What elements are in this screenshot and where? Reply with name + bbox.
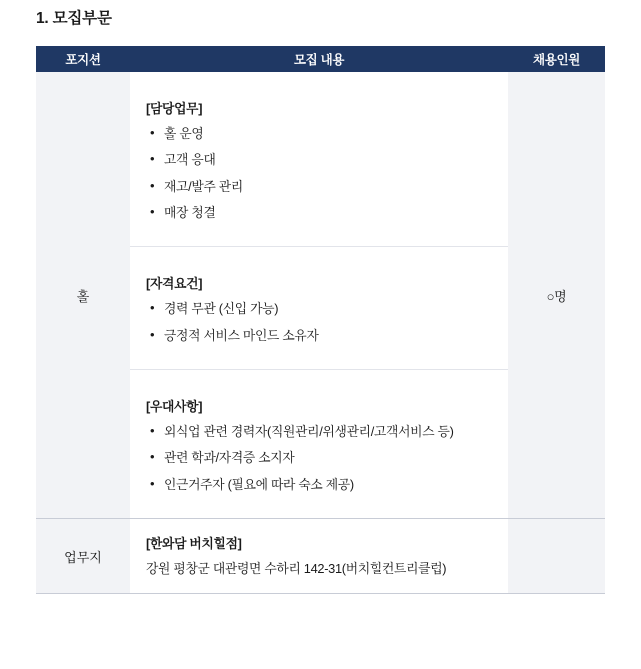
block-title-duties: [담당업무] — [146, 101, 203, 116]
list-item: • 관련 학과/자격증 소지자 — [146, 450, 492, 465]
list-item: • 외식업 관련 경력자(직원관리/위생관리/고객서비스 등) — [146, 424, 492, 439]
list-item: • 인근거주자 (필요에 따라 숙소 제공) — [146, 477, 492, 492]
column-header-position: 포지션 — [36, 46, 130, 72]
block-title-location: [한와담 버치힐점] — [146, 536, 242, 552]
table-header-row — [36, 46, 605, 72]
content-block-location — [130, 519, 508, 593]
cell-position-hall: 홀 — [36, 72, 130, 519]
cell-count-hall — [508, 72, 605, 519]
block-title-preferences: [우대사항] — [146, 399, 203, 415]
qualifications-list — [146, 301, 492, 343]
table-row — [36, 72, 605, 519]
location-address: 강원 평창군 대관령면 수하리 142-31(버치힐컨트리클럽) — [146, 561, 447, 577]
duties-list — [146, 126, 492, 220]
table-header — [36, 46, 605, 72]
table-row — [36, 519, 605, 594]
page-title: 1. 모집부문 — [36, 10, 112, 27]
list-item: • 긍정적 서비스 마인드 소유자 — [146, 328, 492, 343]
content-block-duties — [130, 72, 508, 247]
list-item: • 재고/발주 관리 — [146, 179, 492, 194]
content-block-qualifications — [130, 247, 508, 370]
block-title-qualifications: [자격요건] — [146, 276, 203, 292]
recruit-count-value: ○명 — [546, 288, 567, 304]
table-body — [36, 72, 605, 594]
column-header-count: 채용인원 — [508, 46, 605, 72]
list-item: • 매장 청결 — [146, 205, 492, 220]
content-block-preferences — [130, 370, 508, 518]
cell-content-hall — [130, 72, 508, 519]
list-item: • 고객 응대 — [146, 152, 492, 167]
cell-count-worksite — [508, 519, 605, 594]
list-item: • 홀 운영 — [146, 126, 492, 141]
cell-content-worksite — [130, 519, 508, 594]
preferences-list — [146, 424, 492, 492]
cell-position-worksite: 업무지 — [36, 519, 130, 594]
recruit-table-wrapper — [36, 46, 605, 594]
list-item: • 경력 무관 (신입 가능) — [146, 301, 492, 316]
column-header-content: 모집 내용 — [130, 46, 508, 72]
recruit-table — [36, 46, 605, 594]
